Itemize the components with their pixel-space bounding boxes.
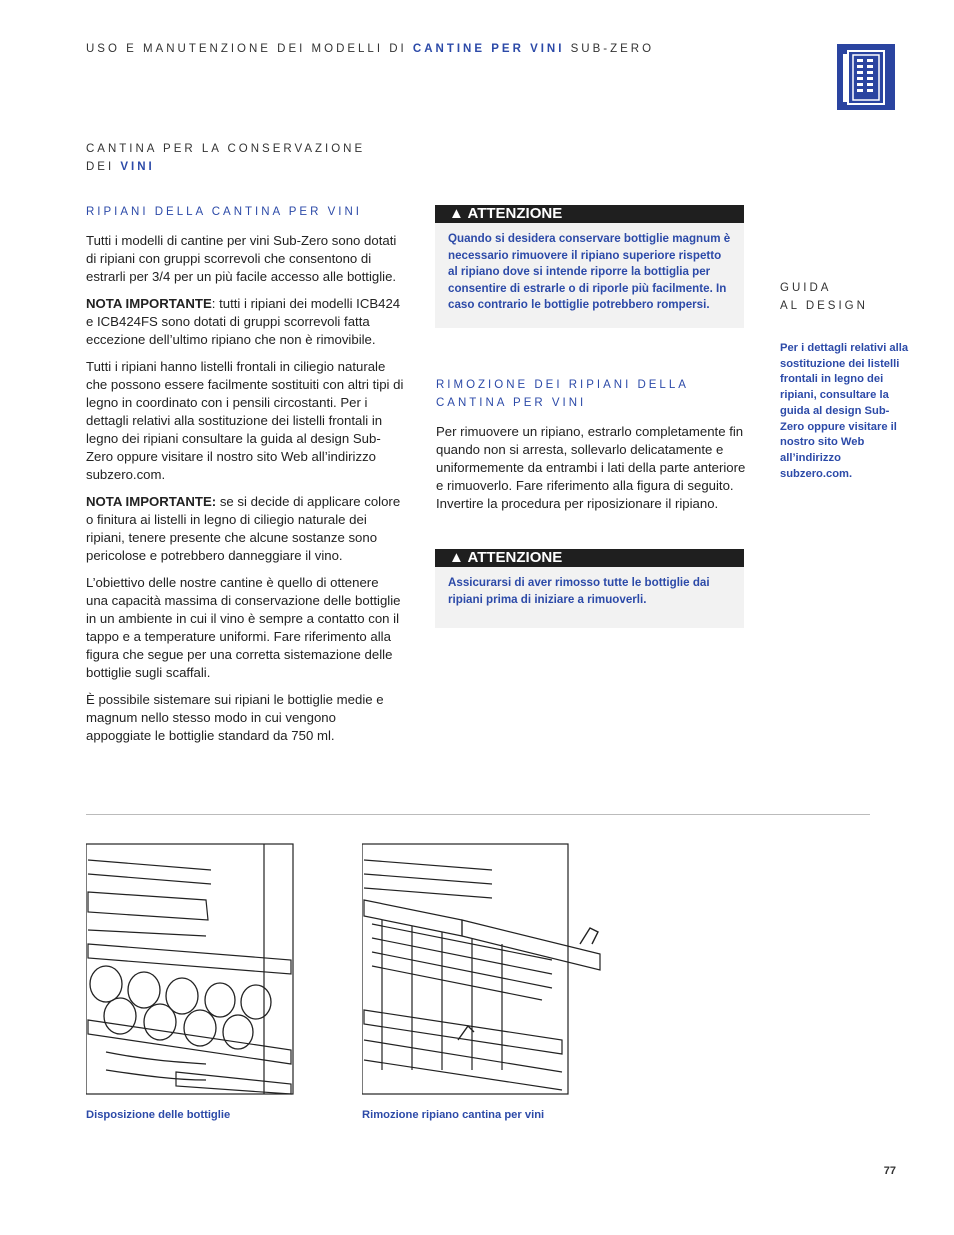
warning-triangle-icon: ▲ xyxy=(449,205,464,222)
section-title-line1: CANTINA PER LA CONSERVAZIONE xyxy=(86,143,366,155)
warning-header xyxy=(435,205,744,223)
section-title-highlight: VINI xyxy=(120,161,155,173)
left-column-text xyxy=(86,232,404,754)
paragraph-3: Tutti i ripiani hanno listelli frontali in ciliegio naturale che possono essere facilmente sostituiti con altri tipi di legno in coordinato con i pensili circostanti. Per i dettagli relativi alla sostituzione dei listelli frontali in legno dei ripiani consultare la guida al design Sub-Zero oppure visitare il nostro sito Web all’indirizzo subzero.com. xyxy=(86,359,404,482)
paragraph-4 xyxy=(86,493,404,565)
removal-subheading-line1: RIMOZIONE DEI RIPIANI DELLA xyxy=(436,379,689,391)
shelf-removal-illustration xyxy=(362,840,612,1096)
section-title-prefix: DEI xyxy=(86,161,121,173)
paragraph-6: È possibile sistemare sui ripiani le bottiglie medie e magnum nello stesso modo in cui vengono appoggiate le bottiglie standard da 750 ml. xyxy=(86,692,384,743)
design-guide-label-line2: AL DESIGN xyxy=(780,300,868,312)
header-prefix: USO E MANUTENZIONE DEI MODELLI DI xyxy=(86,43,413,55)
removal-subheading-line2: CANTINA PER VINI xyxy=(436,397,587,409)
running-header xyxy=(86,43,654,55)
warning-header xyxy=(435,549,744,567)
divider xyxy=(86,814,870,815)
warning-text: Quando si desidera conservare bottiglie magnum è necessario rimuovere il ripiano superiore rispetto al ripiano dove si intende riporre la bottiglia per consentire di estrarle o di riporle più facilmente. In caso contrario le bottiglie potrebbero rompersi. xyxy=(448,232,731,311)
warning-triangle-icon: ▲ xyxy=(449,549,464,566)
warning-title: ATTENZIONE xyxy=(467,205,563,222)
bottle-arrangement-illustration xyxy=(86,840,296,1096)
paragraph-2 xyxy=(86,295,404,349)
removal-subheading xyxy=(436,376,689,412)
warning-text: Assicurarsi di aver rimosso tutte le bottiglie dai ripiani prima di iniziare a rimuoverli. xyxy=(448,576,710,606)
design-guide-label xyxy=(780,279,868,315)
shelves-subheading: RIPIANI DELLA CANTINA PER VINI xyxy=(86,206,362,218)
note-text-2: se si decide di applicare colore o finitura ai listelli in legno di ciliegio naturale dei ripiani, tenere presente che alcune sostanze sono pericolose e potrebbero danneggiare il vino. xyxy=(86,494,401,563)
header-highlight: CANTINE PER VINI xyxy=(412,43,565,55)
note-text-1: : tutti i ripiani dei modelli ICB424 e ICB424FS sono dotati di gruppi scorrevoli fatta eccezione dell’ultimo ripiano che non è rimovibile. xyxy=(86,296,401,347)
removal-paragraph: Per rimuovere un ripiano, estrarlo completamente fin quando non si arresta, sollevarlo delicatamente e uniformemente da entrambi i lati della parte anteriore e rimuoverlo. Fare riferimento alla figura di seguito. Invertire la procedura per riposizionare il ripiano. xyxy=(436,424,746,511)
warning-box-remove-bottles xyxy=(435,549,744,628)
page-number: 77 xyxy=(883,1165,896,1177)
warning-box-magnum xyxy=(435,205,744,328)
figure-caption-removal: Rimozione ripiano cantina per vini xyxy=(362,1109,545,1121)
paragraph-5: L’obiettivo delle nostre cantine è quello di ottenere una capacità massima di conservazione delle bottiglie in un ambiente in cui il vino è sempre a contatto con il tappo e a temperature uniformi. Fare riferimento alla figura che segue per una corretta sistemazione delle bottiglie sugli scaffali. xyxy=(86,575,401,680)
note-label-1: NOTA IMPORTANTE xyxy=(86,296,212,311)
figure-caption-bottles: Disposizione delle bottiglie xyxy=(86,1109,231,1121)
note-label-2: NOTA IMPORTANTE: xyxy=(86,494,217,509)
warning-title: ATTENZIONE xyxy=(467,549,563,566)
header-suffix: SUB-ZERO xyxy=(564,43,655,55)
middle-column-text xyxy=(436,423,756,522)
design-guide-text: Per i dettagli relativi alla sostituzione dei listelli frontali in legno dei ripiani, consultare la guida al design Sub-Zero oppure visitare il nostro sito Web all’indirizzo subzero.com. xyxy=(780,342,909,480)
design-guide-label-line1: GUIDA xyxy=(780,282,832,294)
wine-storage-icon xyxy=(837,44,895,110)
section-title xyxy=(86,140,365,176)
paragraph-1: Tutti i modelli di cantine per vini Sub-Zero sono dotati di ripiani con gruppi scorrevoli che consentono di estrarli per 3/4 per un più facile accesso alle bottiglie. xyxy=(86,233,397,284)
section-title-line2 xyxy=(86,158,365,176)
